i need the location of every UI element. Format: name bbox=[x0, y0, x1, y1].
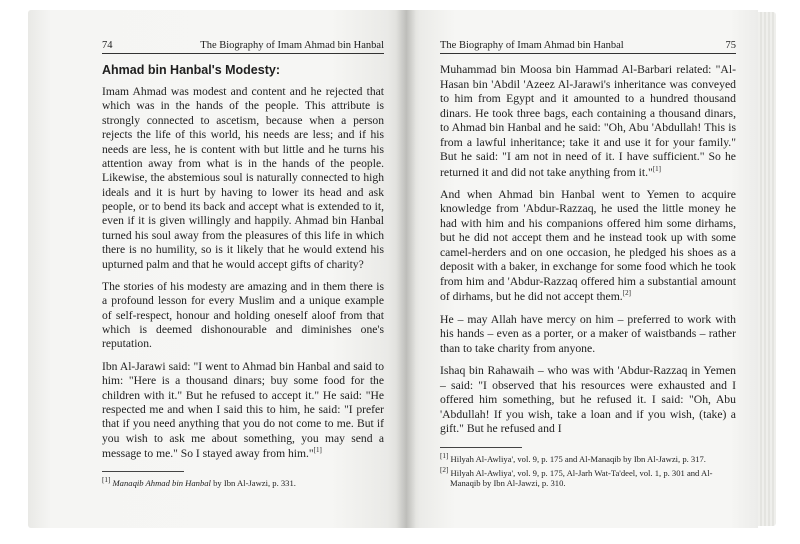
right-paragraph-2 bbox=[440, 188, 736, 305]
right-running-head bbox=[440, 40, 736, 54]
footnote-ref-2: [2] bbox=[622, 289, 631, 298]
footnote-divider bbox=[440, 447, 522, 448]
left-footnote-1-mark: [1] bbox=[102, 476, 111, 485]
left-paragraph-3-text: Ibn Al-Jarawi said: "I went to Ahmad bin Hanbal and said to him: "Here is a thousand dinars; buy some food for the children with it." But he refused to accept it." He said: "He respected me and when I said this to him, he said: "I prefer that if you need anything that you do not come to me. But if you wish to ask me about something, you may send a message to me." So I stayed away from him." bbox=[102, 359, 384, 460]
left-paragraph-1: Imam Ahmad was modest and content and he rejected that which was in the hands of the people. This attribute is strongly connected to ascetism, because when a person rejects the life of this world, his needs are less; and if his needs are less, he is content with but little and he turns his attention away from what is in the hands of the people. Likewise, the abstemious soul is naturally connected to high ideals and it is hurt by having to lower its head and ask people, or to bend its back and accept what is extended to it, even if it is given willingly and happily. Ahmad bin Hanbal turned his soul away from the pleasures of this life in which there is no humility, so is it likely that he would extend his upturned palm and that he would accept gifts of charity? bbox=[102, 85, 384, 271]
right-footnote-1-mark: [1] bbox=[440, 451, 449, 460]
left-paragraph-3 bbox=[102, 360, 384, 461]
right-paragraph-4: Ishaq bin Rahawaih – who was with 'Abdur-Razzaq in Yemen – said: "I observed that his resources were exhausted and I offered him something, but he refused it. I said: "Oh, Abu 'Abdullah! If you wish, take a loan and if you wish, (take) a gift." But he refused and I bbox=[440, 364, 736, 436]
right-paragraph-2-text: And when Ahmad bin Hanbal went to Yemen to acquire knowledge from 'Abdur-Razzaq, he used the little money he had with him and his companions offered him some dirhams, but he did not accept them and he instead took up with some camel-herders and on one occasion, he pledged his shoes as a deposit with a baker, in exchange for some food which he took from him and 'Abdur-Razzaq offered him a substantial amount of dirhams, but he did not accept them. bbox=[440, 187, 736, 304]
right-footnote-2-text: Hilyah Al-Awliya', vol. 9, p. 175, Al-Jarh Wat-Ta'deel, vol. 1, p. 301 and Al-Manaqib by Ibn Al-Jawzi, p. 310. bbox=[450, 467, 713, 489]
right-paragraph-1 bbox=[440, 63, 736, 180]
right-footnote-2-mark: [2] bbox=[440, 465, 449, 474]
right-footnote-1-text: Hilyah Al-Awliya', vol. 9, p. 175 and Al-Manaqib by Ibn Al-Jawzi, p. 317. bbox=[450, 453, 706, 464]
left-page bbox=[28, 10, 406, 528]
right-footnote-1 bbox=[440, 452, 736, 464]
book-gutter bbox=[396, 10, 416, 528]
footnote-ref-1: [1] bbox=[652, 164, 661, 173]
left-footnote-1-rest: by Ibn Al-Jawzi, p. 331. bbox=[210, 478, 296, 489]
page-number-right: 75 bbox=[725, 40, 736, 51]
left-footnote-1-title: Manaqib Ahmad bin Hanbal bbox=[112, 478, 211, 489]
footnote-ref-1: [1] bbox=[313, 446, 322, 454]
page-number-left: 74 bbox=[102, 40, 113, 51]
page-edges bbox=[758, 12, 776, 526]
left-footnote-1 bbox=[102, 476, 384, 488]
left-paragraph-2: The stories of his modesty are amazing and in them there is a profound lesson for every Muslim and a unique example of self-respect, honour and holding oneself aloof from that which is deemed dishonourable and diminishes one's reputation. bbox=[102, 279, 384, 351]
footnote-divider bbox=[102, 471, 184, 472]
right-footnote-2 bbox=[440, 466, 736, 488]
right-paragraph-1-text: Muhammad bin Moosa bin Hammad Al-Barbari related: "Al-Hasan bin 'Abdil 'Azeez Al-Jarawi's inheritance was conveyed to him from Egypt and it amounted to a hundred thousand dinars. He took three bags, each containing a thousand dinars, to Ahmad bin Hanbal and he said: "Oh, Abu 'Abdullah! This is from a lawful inheritance; take it and use it for your family." But he said: "I am not in need of it. I have sufficient." So he returned it and did not take anything from it." bbox=[440, 63, 736, 179]
right-page bbox=[406, 10, 758, 528]
right-header-title: The Biography of Imam Ahmad bin Hanbal bbox=[440, 40, 624, 51]
left-running-head bbox=[102, 40, 384, 54]
open-book bbox=[28, 10, 776, 532]
right-paragraph-3: He – may Allah have mercy on him – preferred to work with his hands – even as a porter, or a maker of waistbands – rather than to take charity from anyone. bbox=[440, 312, 736, 355]
left-header-title: The Biography of Imam Ahmad bin Hanbal bbox=[200, 40, 384, 51]
section-heading: Ahmad bin Hanbal's Modesty: bbox=[102, 63, 280, 77]
